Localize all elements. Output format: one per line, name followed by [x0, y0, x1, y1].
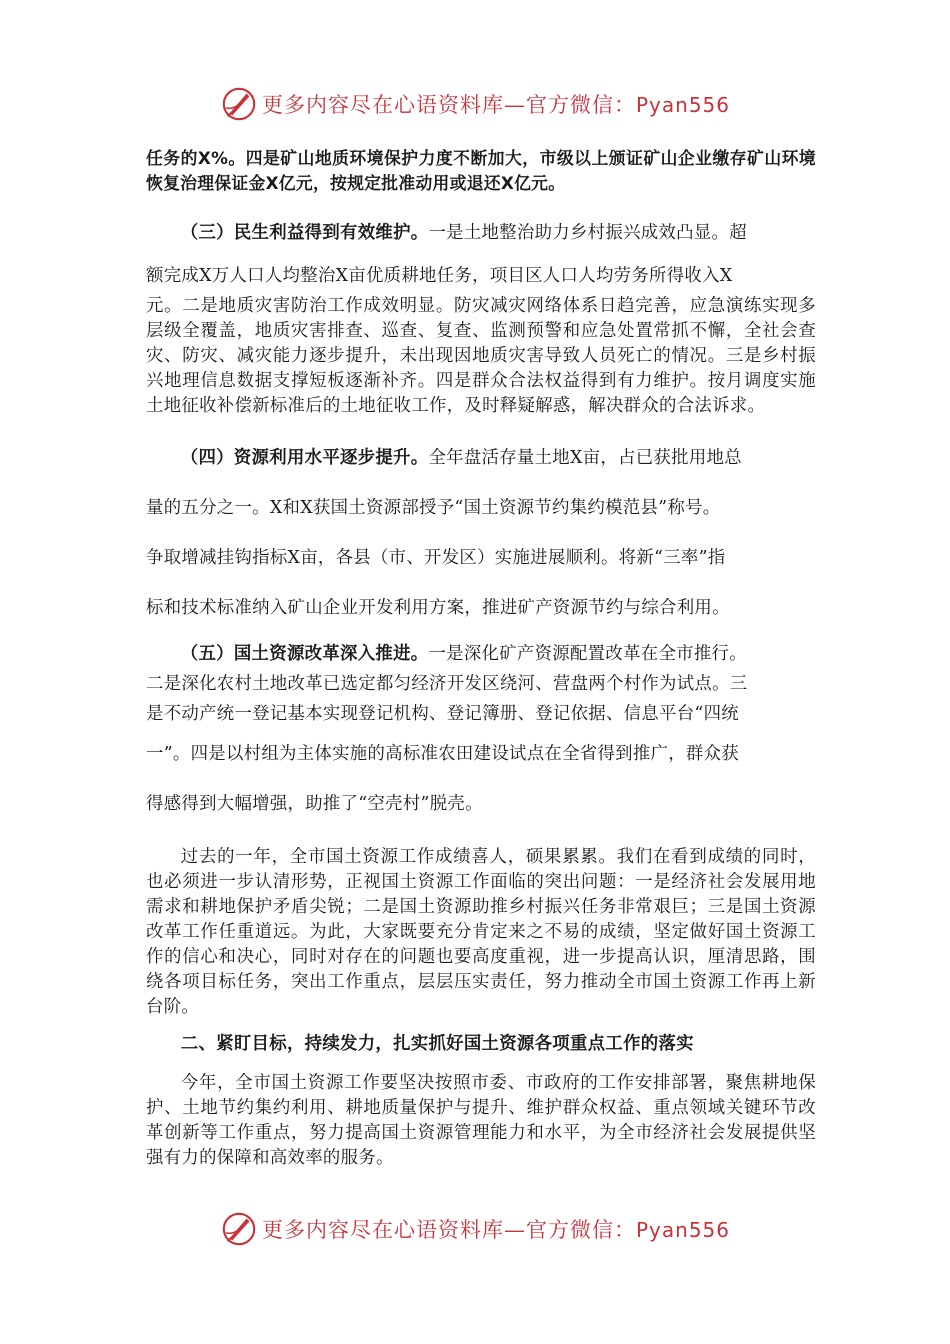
paragraph-plan: 今年，全市国土资源工作要坚决按照市委、市政府的工作安排部署，聚焦耕地保护、土地节约集约利用、耕地质量保护与提升、维护群众权益、重点领域关键环节改革创新等工作重点，努力提高国土资源管理能力和水平，为全市经济社会发展提供坚强有力的保障和高效率的服务。	[146, 1073, 816, 1168]
paragraph-continuation: 任务的X%。四是矿山地质环境保护力度不断加大，市级以上颁证矿山企业缴存矿山环境恢复治理保证金X亿元，按规定批准动用或退还X亿元。	[146, 148, 816, 193]
paragraph-reform: （五）国土资源改革深入推进。一是深化矿产资源配置改革在全市推行。 二是深化农村土地改革已选定都匀经济开发区绕河、营盘两个村作为试点。三 是不动产统一登记基本实现登记机构、登记簿册、登记依据、信息平台“四统 一”。四是以村组为主体实施的高标准农田建设试点在全省得到推广，群众获 得感得到大幅增强，助推了“空壳村”脱壳。	[146, 644, 748, 814]
banner-text: 更多内容尽在心语资料库—官方微信：Pyan556	[261, 93, 730, 117]
quill-logo-icon	[220, 1210, 258, 1248]
heading-livelihood: （三）民生利益得到有效维护。	[180, 223, 429, 243]
paragraph-resource-use: （四）资源利用水平逐步提升。全年盘活存量土地X亩，占已获批用地总 量的五分之一。X和X获国土资源部授予“国土资源节约集约模范县”称号。 争取增减挂钩指标X亩，各县（市、开发区）实施进展顺利。将新“三率”指 标和技术标准纳入矿山企业开发利用方案，推进矿产资源节约与综合利用。	[146, 448, 742, 618]
paragraph-summary: 过去的一年，全市国土资源工作成绩喜人，硕果累累。我们在看到成绩的同时，也必须进一步认清形势，正视国土资源工作面临的突出问题：一是经济社会发展用地需求和耕地保护矛盾尖锐；二是国土资源助推乡村振兴任务非常艰巨；三是国土资源改革工作任重道远。为此，大家既要充分肯定来之不易的成绩，坚定做好国土资源工作的信心和决心，同时对存在的问题也要高度重视，进一步提高认识，厘清思路，围绕各项目标任务，突出工作重点，层层压实责任，努力推动全市国土资源工作再上新台阶。	[146, 847, 816, 1017]
header-banner	[0, 80, 950, 128]
document-body	[146, 146, 816, 1171]
footer-banner	[0, 1205, 950, 1253]
heading-reform: （五）国土资源改革深入推进。	[180, 644, 429, 664]
section-heading-two: 二、紧盯目标，持续发力，扎实抓好国土资源各项重点工作的落实	[180, 1034, 694, 1054]
paragraph-livelihood: （三）民生利益得到有效维护。一是土地整治助力乡村振兴成效凸显。超 额完成X万人口人均整治X亩优质耕地任务，项目区人口人均劳务所得收入X 元。二是地质灾害防治工作成效明显。防灾减灾网络体系日趋完善，应急演练实现多层级全覆盖，地质灾害排查、巡查、复查、监测预警和应急处置常抓不懈，全社会查灾、防灾、减灾能力逐步提升，未出现因地质灾害导致人员死亡的情况。三是乡村振兴地理信息数据支撑短板逐渐补齐。四是群众合法权益得到有力维护。按月调度实施土地征收补偿新标准后的土地征收工作，及时释疑解惑，解决群众的合法诉求。	[146, 223, 816, 416]
banner-text: 更多内容尽在心语资料库—官方微信：Pyan556	[261, 1218, 730, 1242]
quill-logo-icon	[220, 85, 258, 123]
heading-resource-use: （四）资源利用水平逐步提升。	[180, 448, 429, 468]
